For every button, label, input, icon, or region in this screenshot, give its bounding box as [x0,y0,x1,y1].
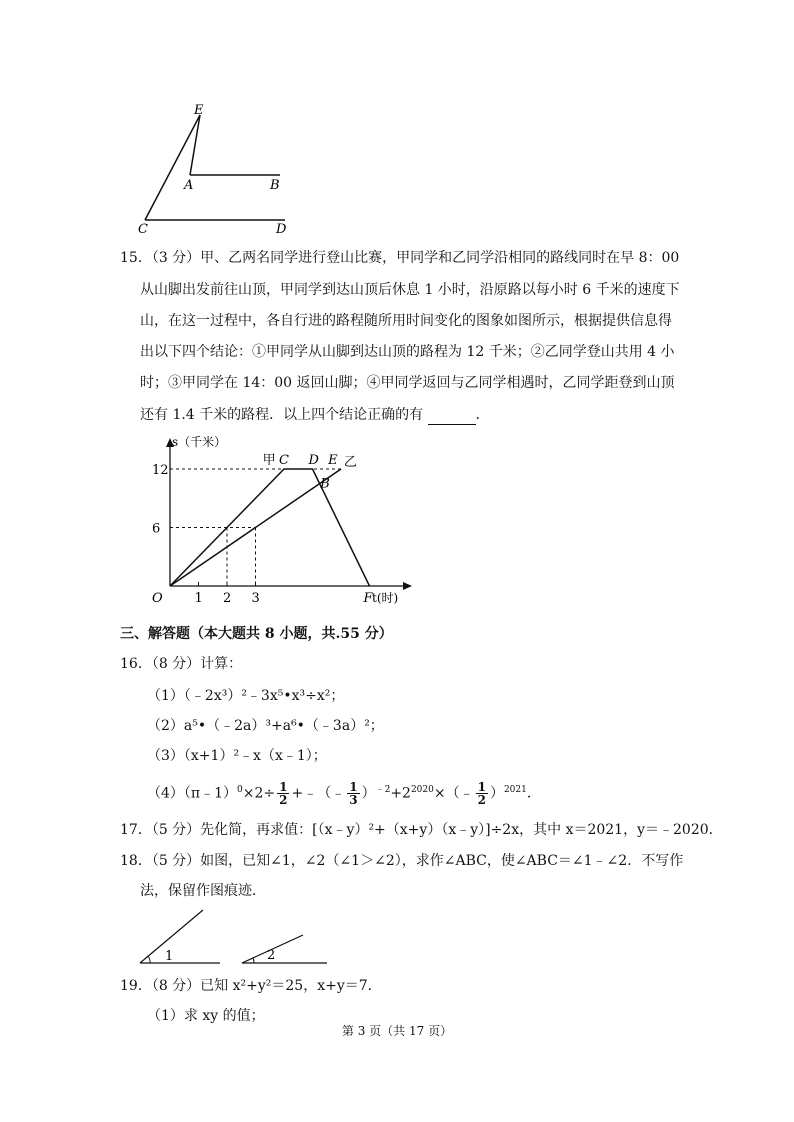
q16-p4-a: （4）（π﹣1） [147,785,238,802]
q18-line2: 法，保留作图痕迹． [140,883,266,899]
q16-part3: （3）（x+1）²﹣x（x﹣1）； [147,748,327,764]
q15-line5: 时；③甲同学在 14：00 返回山脚；④甲同学返回与乙同学相遇时，乙同学距登到山顶 [140,375,675,391]
angle1-arc [148,956,150,963]
angle2-arc [253,958,254,963]
q18-line1: 18．（5 分）如图，已知∠1，∠2（∠1＞∠2），求作∠ABC，使∠ABC＝∠1﹣∠2．不写作 [120,853,684,869]
q16-p4-b: ×2÷ [242,785,276,802]
q15-line6 [140,405,490,425]
q16-p4-h: ． [526,785,541,802]
q15-line1: 15．（3 分）甲、乙两名同学进行登山比赛，甲同学和乙同学沿相同的路线同时在早 8：00 [120,250,680,266]
section-heading: 三、解答题（本大题共 8 小题，共.55 分） [120,626,393,642]
q16-p4-f: ×（﹣ [433,785,474,802]
q15-line6-text: 还有 1.4 千米的路程．以上四个结论正确的有 [140,407,424,423]
x-axis-arrow [403,582,412,590]
q16-part1: （1）（﹣2x³）²﹣3x⁵•x³÷x²； [147,688,345,704]
point-label-e: E [328,453,338,468]
point-label-d: D [308,453,319,468]
angle2-label: 2 [267,948,276,963]
y-tick-12: 12 [152,463,169,478]
frac-den: 2 [279,793,288,808]
label-c: C [138,222,148,235]
angle1-label: 1 [165,949,174,964]
q15-line2: 从山脚出发前往山顶，甲同学到达山顶后休息 1 小时，沿原路以每小时 6 千米的速度下 [140,282,680,298]
label-e: E [194,103,204,118]
distance-time-chart [140,430,430,610]
frac-num: 1 [477,780,486,795]
x-tick-1: 1 [194,591,203,606]
frac-den: 2 [477,793,486,808]
q16-p4-d: ） [361,785,376,802]
fraction-one-third [347,781,359,806]
page-footer: 第 3 页（共 17 页） [341,1024,453,1038]
angle-figures [135,905,335,970]
series-label-yi: 乙 [343,455,357,470]
figure-eacbd [130,100,300,235]
fraction-one-half [277,781,289,806]
q16-p4-exp2020: 2020 [410,785,434,795]
q19-line1: 19．（8 分）已知 x²+y²＝25，x+y＝7． [120,978,382,994]
q15-line3: 山，在这一过程中，各自行进的路程随所用时间变化的图象如图所示，根据提供信息得 [140,313,672,329]
q16-p4-c: +﹣（﹣ [291,785,346,802]
q16-p4-e: +2 [390,785,411,802]
y-axis-label: s（千米） [172,435,227,449]
fraction-one-half-2 [476,781,488,806]
x-tick-3: 3 [251,591,260,606]
q16-title: 16．（8 分）计算： [120,656,243,672]
origin-label: O [152,591,163,606]
answer-blank[interactable] [428,410,476,425]
q15-line6-end: ． [475,407,490,423]
frac-den: 3 [349,793,358,808]
point-label-c: C [279,453,289,468]
y-tick-6: 6 [152,521,161,537]
x-tick-2: 2 [223,591,232,606]
q16-p4-exp0: 0 [237,785,243,795]
series-line-jia [170,469,370,586]
q16-p4-exp2021: 2021 [503,785,527,795]
label-b: B [270,178,280,193]
x-axis-label: t(时) [372,591,399,605]
label-a: A [184,178,194,193]
q16-p4-exp-m2: ﹣2 [375,785,391,795]
q17: 17．（5 分）先化简，再求值：[（x﹣y）²+（x+y）（x﹣y）]÷2x，其中 x＝2021，y＝﹣2020． [120,822,723,838]
label-d: D [276,222,287,235]
frac-num: 1 [349,780,358,795]
q15-line4: 出以下四个结论：①甲同学从山脚到达山顶的路程为 12 千米；②乙同学登山共用 4 小 [140,344,675,360]
frac-num: 1 [279,780,288,795]
q16-part2: （2）a⁵•（﹣2a）³+a⁶•（﹣3a）²； [147,718,384,734]
q16-part4 [147,780,541,806]
point-label-f: F [363,591,373,606]
q16-p4-g: ） [489,785,504,802]
series-label-jia: 甲 [262,453,276,468]
point-label-b: B [320,476,330,492]
q19-line2: （1）求 xy 的值； [147,1008,265,1024]
